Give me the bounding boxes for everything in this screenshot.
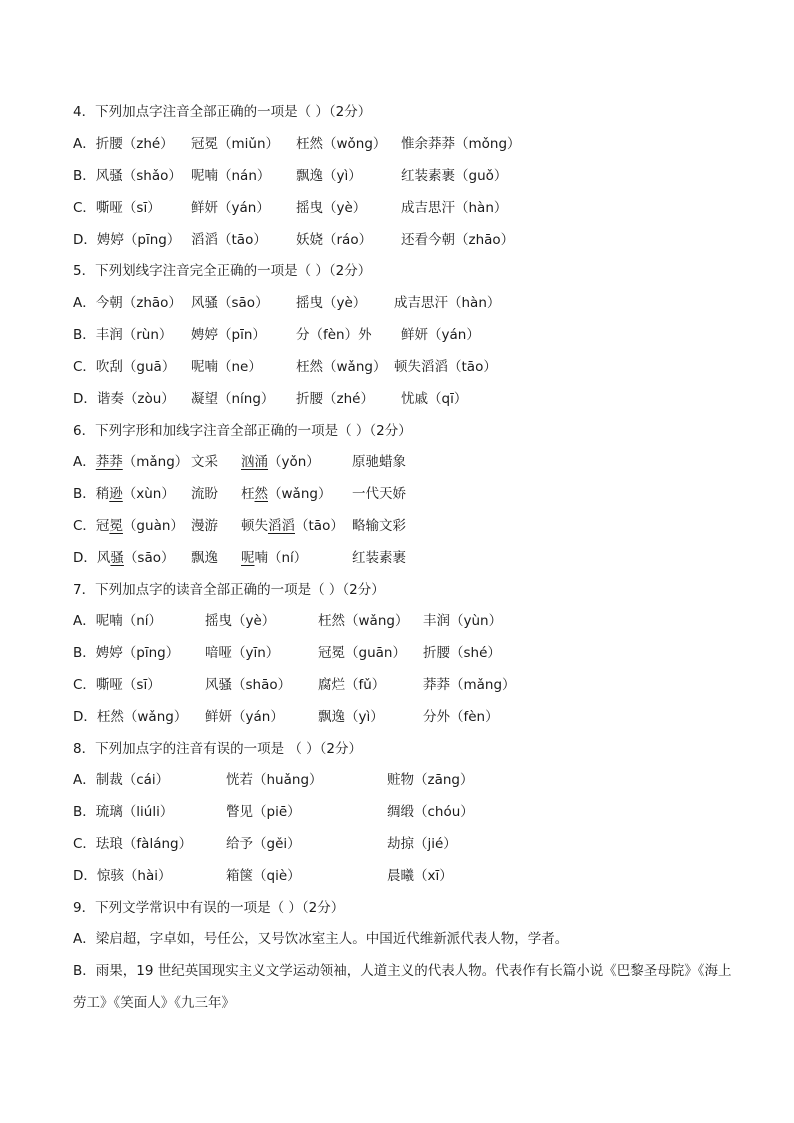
option-item: 顿失滔滔（tāo） (241, 518, 344, 534)
option-item: 成吉思汗（hàn） (394, 295, 501, 311)
option-item: 枉然（wǎng） (296, 359, 387, 375)
option-item: 摇曳（yè） (296, 295, 367, 311)
option-item: 晨曦（xī） (387, 868, 453, 884)
option-item: 凝望（níng） (191, 391, 275, 407)
option-item: 枉然（wǎng） (241, 486, 332, 502)
option-item: 绸缎（chóu） (387, 804, 474, 820)
option-item: 给予（gěi） (226, 836, 301, 852)
option-item: 呢喃（nán） (191, 168, 271, 184)
option-item: 丰润（yùn） (423, 613, 503, 629)
option-item: A．呢喃（ní） (73, 613, 163, 629)
option-item: 惟余莽莽（mǒng） (401, 136, 521, 152)
option-item: 折腰（zhé） (296, 391, 374, 407)
option-item: D．枉然（wǎng） (73, 709, 188, 725)
option-item: C．嘶哑（sī） (73, 200, 161, 216)
option-item: 还看今朝（zhāo） (401, 232, 515, 248)
option-item: A．制裁（cái） (73, 772, 170, 788)
option-item: A．折腰（zhé） (73, 136, 174, 152)
option-item: 鲜妍（yán） (205, 709, 284, 725)
option-item: 风骚（shāo） (205, 677, 292, 693)
option-item: 腐烂（fǔ） (318, 677, 386, 693)
option-item: 一代天娇 (352, 486, 406, 502)
option-item: 喑哑（yīn） (205, 645, 280, 661)
option-item: C．珐琅（fàláng） (73, 836, 193, 852)
option-item: D．风骚（sāo） (73, 550, 175, 566)
option-item: B．稍逊（xùn） (73, 486, 175, 502)
option-item: 折腰（shé） (423, 645, 501, 661)
option-item: 红装素裹 (352, 550, 406, 566)
option-item: 滔滔（tāo） (191, 232, 267, 248)
option-item: 分（fèn）外 (296, 327, 372, 343)
option-item: 娉婷（pīn） (191, 327, 266, 343)
option-item: C．嘶哑（sī） (73, 677, 161, 693)
option-item: 顿失滔滔（tāo） (394, 359, 497, 375)
option-item: B．风骚（shǎo） (73, 168, 182, 184)
option-item: D．惊骇（hài） (73, 868, 172, 884)
option-item: 略输文彩 (352, 518, 406, 534)
option-item: 红装素裹（guǒ） (401, 168, 508, 184)
question-5-stem: 5．下列划线字注音完全正确的一项是（ ）（2分） (73, 263, 372, 279)
option-item: 呢喃（ne） (191, 359, 262, 375)
option-item: 冠冕（miǔn） (191, 136, 280, 152)
option-item: A．今朝（zhāo） (73, 295, 182, 311)
question-8-stem: 8．下列加点字的注音有误的一项是 （ ）（2分） (73, 741, 363, 757)
option-item: 冠冕（guān） (318, 645, 406, 661)
option-item: B．丰润（rùn） (73, 327, 173, 343)
option-item: 摇曳（yè） (205, 613, 276, 629)
option-item: 鲜妍（yán） (191, 200, 270, 216)
question-4-stem: 4．下列加点字注音全部正确的一项是（ ）（2分） (73, 104, 372, 120)
option-item: A．莽莽（mǎng） (73, 454, 189, 470)
option-item: 忧戚（qī） (401, 391, 468, 407)
option-item: 原驰蜡象 (352, 454, 406, 470)
option-item: 枉然（wǎng） (318, 613, 409, 629)
option-item: 成吉思汗（hàn） (401, 200, 508, 216)
option-item: 分外（fèn） (423, 709, 499, 725)
option-item: C．吹刮（guā） (73, 359, 176, 375)
question-9-stem: 9．下列文学常识中有误的一项是（ ）（2分） (73, 900, 345, 916)
option-item: 恍若（huǎng） (226, 772, 323, 788)
option-item: 鲜妍（yán） (401, 327, 480, 343)
option-item: 流盼 (191, 486, 218, 502)
option-item: B．琉璃（liúli） (73, 804, 174, 820)
option-item: 莽莽（mǎng） (423, 677, 516, 693)
option-item: 飘逸 (191, 550, 218, 566)
option-item: 风骚（sāo） (191, 295, 269, 311)
option-item: 妖娆（ráo） (296, 232, 373, 248)
option-item: 瞥见（piē） (226, 804, 301, 820)
option-item: 呢喃（ní） (241, 550, 308, 566)
option-item: 漫游 (191, 518, 218, 534)
option-item: 飘逸（yì） (296, 168, 362, 184)
option-item: D．娉婷（pīng） (73, 232, 181, 248)
question-7-stem: 7．下列加点字的读音全部正确的一项是（ ）（2分） (73, 582, 385, 598)
option-item: 箱箧（qiè） (226, 868, 301, 884)
option-item: 摇曳（yè） (296, 200, 367, 216)
question-9-option-b[interactable]: B．雨果，19 世纪英国现实主义文学运动领袖，人道主义的代表人物。代表作有长篇小说《巴黎圣母院》《海上劳工》《笑面人》《九三年》 (73, 963, 732, 1011)
option-item: 赃物（zāng） (387, 772, 474, 788)
option-item: D．谐奏（zòu） (73, 391, 175, 407)
option-item: 汹涌（yǒn） (241, 454, 320, 470)
question-9-option-a[interactable]: A．梁启超，字卓如，号任公，又号饮冰室主人。中国近代维新派代表人物，学者。 (73, 931, 569, 947)
option-item: 枉然（wǒng） (296, 136, 387, 152)
question-6-stem: 6．下列字形和加线字注音全部正确的一项是（ ）（2分） (73, 423, 412, 439)
option-item: 文采 (191, 454, 218, 470)
option-item: 飘逸（yì） (318, 709, 384, 725)
option-item: C．冠冕（guàn） (73, 518, 184, 534)
option-item: B．娉婷（pīng） (73, 645, 180, 661)
option-item: 劫掠（jié） (387, 836, 457, 852)
